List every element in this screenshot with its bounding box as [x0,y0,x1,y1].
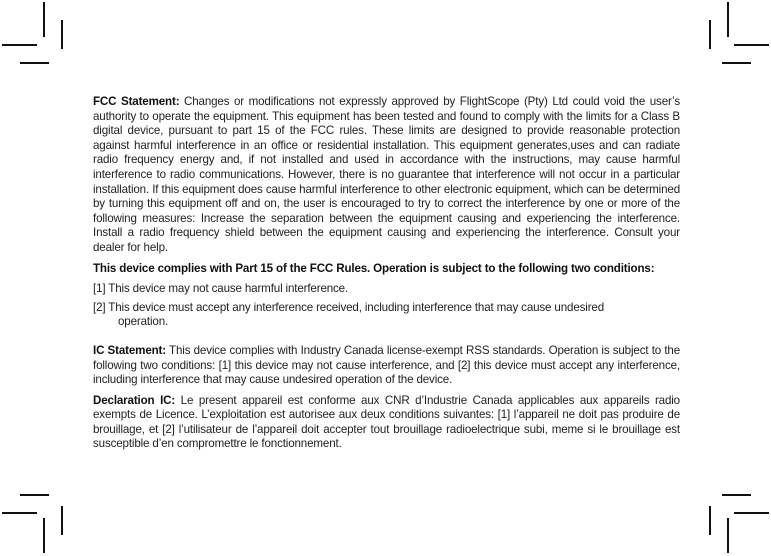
crop-mark [709,20,711,49]
crop-mark [727,2,729,37]
crop-mark [61,20,63,49]
ic-label: IC Statement: [93,343,166,357]
crop-mark [20,62,49,64]
declaration-text: Le present appareil est conforme aux CNR d’Industrie Canada applicables aux appareils radio exempts de Licence. L’exploitation est autorisee aux deux conditions suivantes: [1] l’appareil ne doit pas produire de brouillage, et [2] l’utilisateur de l’appareil doit accepter tout brouillage radioelectrique subi, meme si le brouillage est susceptible d’en compromettre le fonctionnement. [93,393,680,451]
crop-mark [734,44,769,46]
condition-2-text: [2] This device must accept any interference received, including interference that may cause undesired [93,300,604,314]
fcc-label: FCC Statement: [93,95,180,108]
declaration-label: Declaration IC: [93,393,176,407]
condition-2 [93,301,680,330]
condition-2-cont: operation. [118,315,169,329]
fcc-text: Changes or modifications not expressly approved by FlightScope (Pty) Ltd could void the user’s authority to operate the equipment. This equipment has been tested and found to comply with the limits for a Class B digital device, pursuant to part 15 of the FCC rules. These limits are designed to provide reasonable protection against harmful interference in an office or residential installation. This equipment generates,uses and can radiate radio frequency energy and, if not installed and used in accordance with the instructions, may cause harmful interference to radio communications. However, there is no guarantee that interference will not occur in a particular installation. If this equipment does cause harmful interference to other electronic equipment, which can be determined by turning this equipment off and on, the user is encouraged to try to correct the interference by one or more of the following measures: Increase the separation between the equipment causing and experiencing the interference. Install a radio frequency shield between the equipment causing and experiencing the interference. Consult your dealer for help. [93,95,680,254]
regulatory-text [93,95,680,452]
part15-heading-text: This device complies with Part 15 of the FCC Rules. Operation is subject to the following two conditions: [93,261,655,275]
crop-mark [734,512,769,514]
fcc-statement [93,95,680,256]
ic-text: This device complies with Industry Canada license-exempt RSS standards. Operation is subject to the following two conditions: [1] this device may not cause interference, and [2] this device must accept any interference, including interference that may cause undesired operation of the device. [93,343,680,387]
condition-1: [1] This device may not cause harmful interference. [93,282,349,296]
ic-statement [93,344,680,388]
crop-mark [722,62,751,64]
crop-mark [43,518,45,553]
crop-mark [727,518,729,553]
crop-mark [2,512,37,514]
crop-mark [722,494,751,496]
crop-mark [61,506,63,535]
crop-mark [43,2,45,37]
declaration-ic [93,394,680,452]
crop-mark [709,506,711,535]
crop-mark [2,44,37,46]
part15-heading [93,262,680,277]
crop-mark [20,494,49,496]
